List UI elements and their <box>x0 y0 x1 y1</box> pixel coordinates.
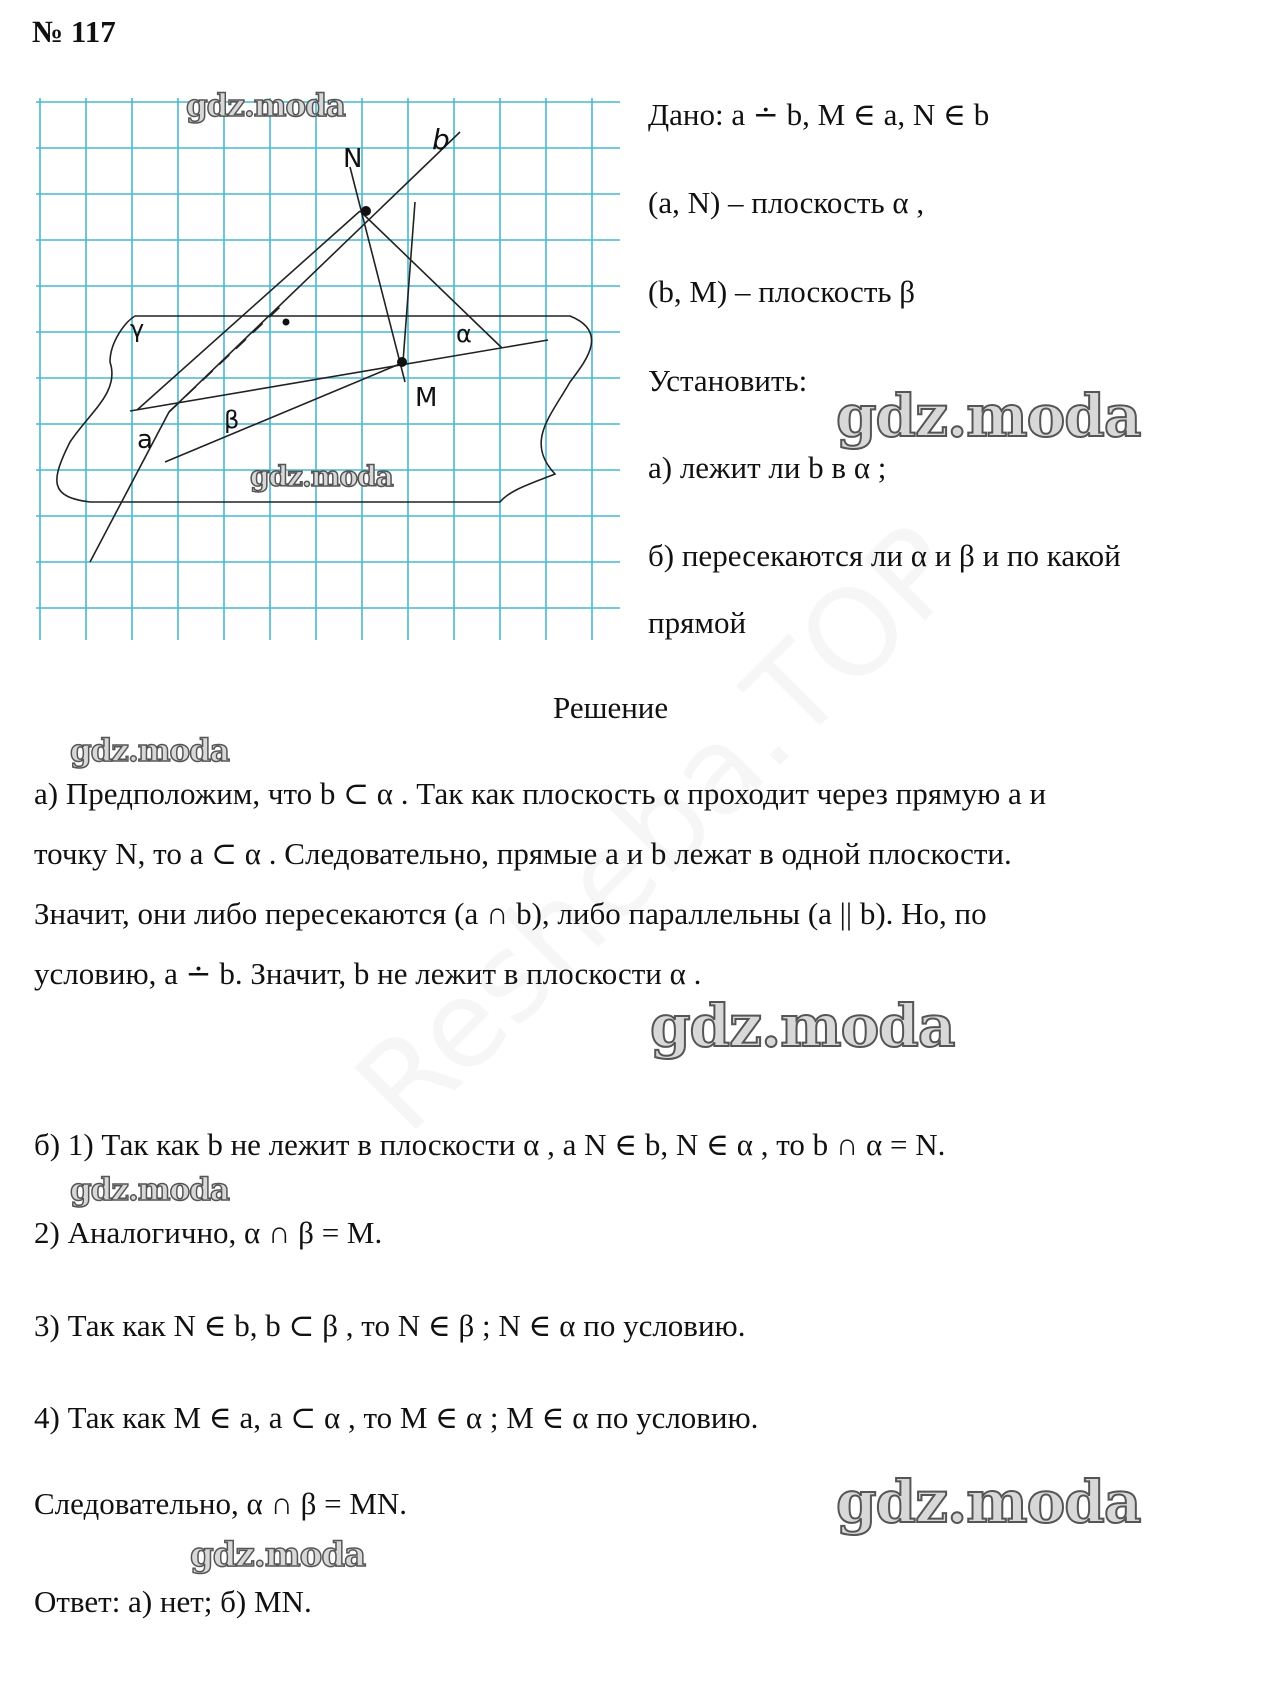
given-line: б) пересекаются ли α и β и по какой <box>648 538 1121 573</box>
solution-a-line: Значит, они либо пересекаются (a ∩ b), либо параллельны (a || b). Но, по <box>34 896 987 931</box>
label-a: a <box>137 425 153 455</box>
solution-b-line: Следовательно, α ∩ β = MN. <box>34 1486 408 1521</box>
answer: Ответ: а) нет; б) MN. <box>34 1584 312 1619</box>
line-NM <box>350 167 405 382</box>
label-b: b <box>432 123 450 156</box>
line-a <box>130 340 548 411</box>
geometry-figure <box>30 92 630 642</box>
point-M <box>397 357 407 367</box>
line-N-right <box>360 211 502 348</box>
given-line: (a, N) – плоскость α , <box>648 185 925 220</box>
watermark: gdz.moda <box>190 1535 366 1575</box>
line-N-left <box>137 211 360 410</box>
watermark: gdz.moda <box>70 1172 229 1208</box>
watermark: gdz.moda <box>836 1468 1141 1536</box>
point-mid <box>283 319 290 326</box>
given-line: Дано: a ∸ b, M ∈ a, N ∈ b <box>648 97 990 132</box>
watermark: gdz.moda <box>186 88 345 124</box>
label-M: M <box>415 383 438 413</box>
solution-b-line: 2) Аналогично, α ∩ β = M. <box>34 1215 383 1250</box>
watermark: gdz.moda <box>250 460 393 493</box>
label-N: N <box>343 144 363 174</box>
given-line: Установить: <box>648 363 808 398</box>
problem-number: № 117 <box>32 14 116 49</box>
line-b-upper <box>169 132 460 412</box>
watermark: gdz.moda <box>836 382 1141 450</box>
solution-heading: Решение <box>553 690 669 725</box>
solution-a-line: условию, a ∸ b. Значит, b не лежит в плоскости α . <box>34 956 702 991</box>
line-M-up <box>403 202 415 362</box>
given-line: прямой <box>648 605 747 640</box>
solution-b-line: б) 1) Так как b не лежит в плоскости α , a N ∈ b, N ∈ α , то b ∩ α = N. <box>34 1127 946 1162</box>
solution-a-line: точку N, то a ⊂ α . Следовательно, прямые a и b лежат в одной плоскости. <box>34 836 1012 871</box>
label-gamma: γ <box>130 315 145 343</box>
given-line: (b, M) – плоскость β <box>648 274 916 309</box>
point-N <box>361 206 371 216</box>
given-line: а) лежит ли b в α ; <box>648 450 887 485</box>
watermark: gdz.moda <box>650 992 955 1060</box>
grid <box>36 98 620 640</box>
label-alpha: α <box>456 320 472 348</box>
solution-b-line: 3) Так как N ∈ b, b ⊂ β , то N ∈ β ; N ∈ α по условию. <box>34 1308 746 1343</box>
watermark: gdz.moda <box>70 733 229 769</box>
solution-a-line: а) Предположим, что b ⊂ α . Так как плоскость α проходит через прямую a и <box>34 776 1047 811</box>
label-beta: β <box>224 406 240 434</box>
line-b-lower <box>90 412 169 562</box>
solution-b-line: 4) Так как M ∈ a, a ⊂ α , то M ∈ α ; M ∈ α по условию. <box>34 1400 759 1435</box>
